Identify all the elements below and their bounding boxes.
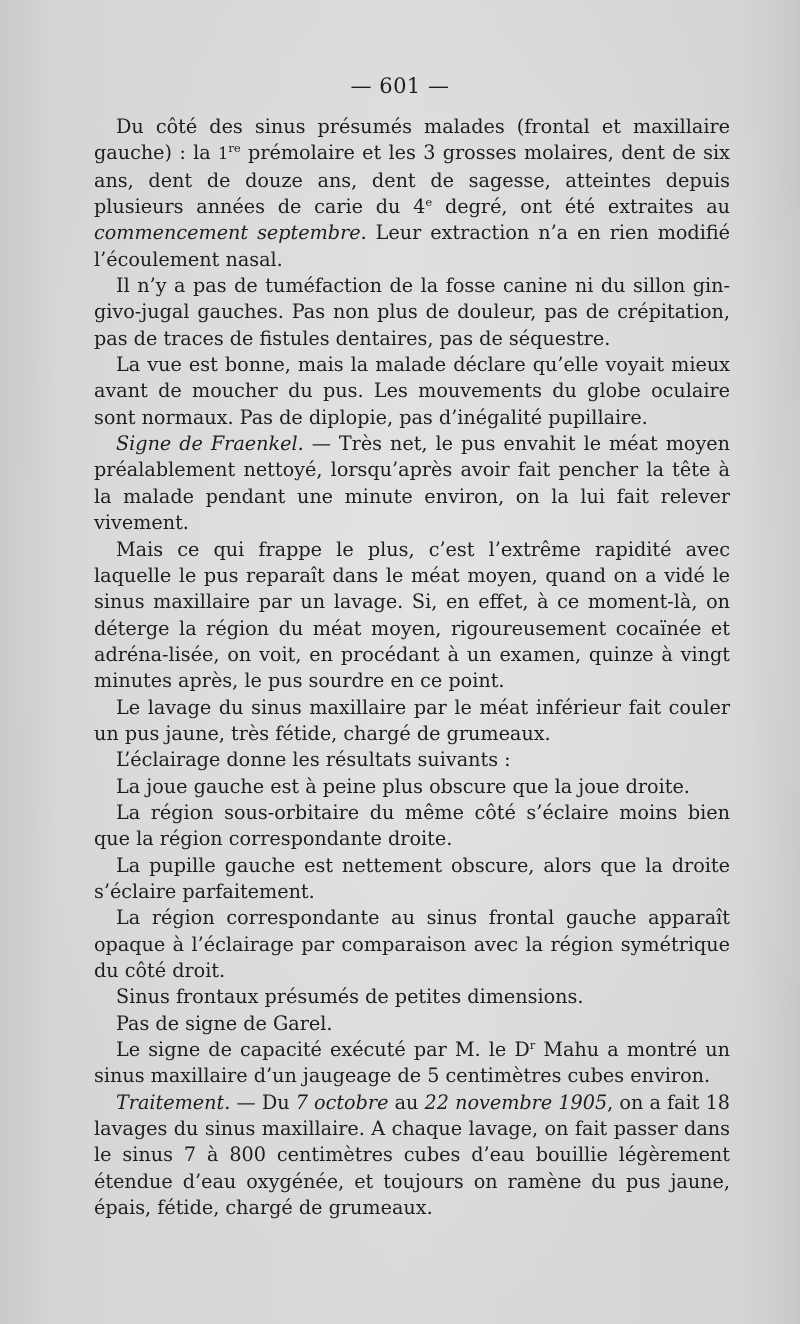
paragraph-lavage: Le lavage du sinus maxillaire par le méat inférieur fait couler un pus jaune, très fétide, chargé de grumeaux.: [94, 695, 730, 745]
paragraph-sinus-frontal: La région correspondante au sinus frontal gauche apparaît opaque à l’éclairage par comparaison avec la région symétrique du côté droit.: [94, 906, 730, 982]
paragraph-capacite: Le signe de capacité exécuté par M. le $D^r$ Mahu a montré un sinus maxillaire d’un jaugeage de 5 centimètres cubes environ.: [94, 1038, 730, 1088]
paragraph-dimensions: Sinus frontaux présumés de petites dimensions.: [116, 985, 584, 1009]
paragraph-rapidity: Mais ce qui frappe le plus, c’est l’extrême rapidité avec laquelle le pus reparaît dans le méat moyen, quand on a vidé le sinus maxillaire par un lavage. Si, en effet, à ce moment-là, on déterge la région du méat moyen, rigoureusement cocaïnée et adréna-lisée, on voit, en procédant à un examen, quinze à vingt minutes après, le pus sourdre en ce point.: [94, 537, 730, 693]
paragraph-tumefaction: Il n’y a pas de tuméfaction de la fosse canine ni du sillon gin-givo-jugal gauches. Pas non plus de douleur, pas de crépitation, pas de traces de fistules dentaires, pas de séquestre.: [94, 274, 730, 350]
paragraph-eclairage: L’éclairage donne les résultats suivants :: [116, 748, 511, 772]
body-text: [94, 114, 730, 1221]
paragraph-sous-orbitaire: La région sous-orbitaire du même côté s’éclaire moins bien que la région correspondante droite.: [94, 800, 730, 851]
paragraph-vision: La vue est bonne, mais la malade déclare qu’elle voyait mieux avant de moucher du pus. Les mouvements du globe oculaire sont normaux. Pas de diplopie, pas d’inégalité pupillaire.: [94, 353, 730, 429]
paragraph-extraction: Du côté des sinus présumés malades (frontal et maxillaire gauche) : la 1re prémolaire et les 3 grosses molaires, dent de six ans, dent de douze ans, dent de sagesse, atteintes depuis plusieurs années de carie du 4e degré, ont été extraites au commencement septembre. Leur extraction n’a en rien modifié l’écoulement nasal.: [94, 115, 731, 271]
paragraph-garel: Pas de signe de Garel.: [116, 1011, 333, 1035]
paragraph-fraenkel: Signe de Fraenkel. — Très net, le pus envahit le méat moyen préalablement nettoyé, lorsqu’après avoir fait pencher la tête à la malade pendant une minute environ, on la lui fait relever vivement.: [94, 432, 730, 535]
paragraph-pupille: La pupille gauche est nettement obscure, alors que la droite s’éclaire parfaitement.: [94, 853, 730, 903]
page-number: — 601 —: [350, 74, 450, 98]
paragraph-joue: La joue gauche est à peine plus obscure que la joue droite.: [116, 774, 690, 798]
paragraph-traitement: Traitement. — Du 7 octobre au 22 novembre 1905, on a fait 18 lavages du sinus maxillaire. A chaque lavage, on fait passer dans le sinus 7 à 800 centimètres cubes d’eau bouillie légèrement étendue d’eau oxygénée, et toujours on ramène du pus jaune, épais, fétide, chargé de grumeaux.: [94, 1090, 730, 1220]
